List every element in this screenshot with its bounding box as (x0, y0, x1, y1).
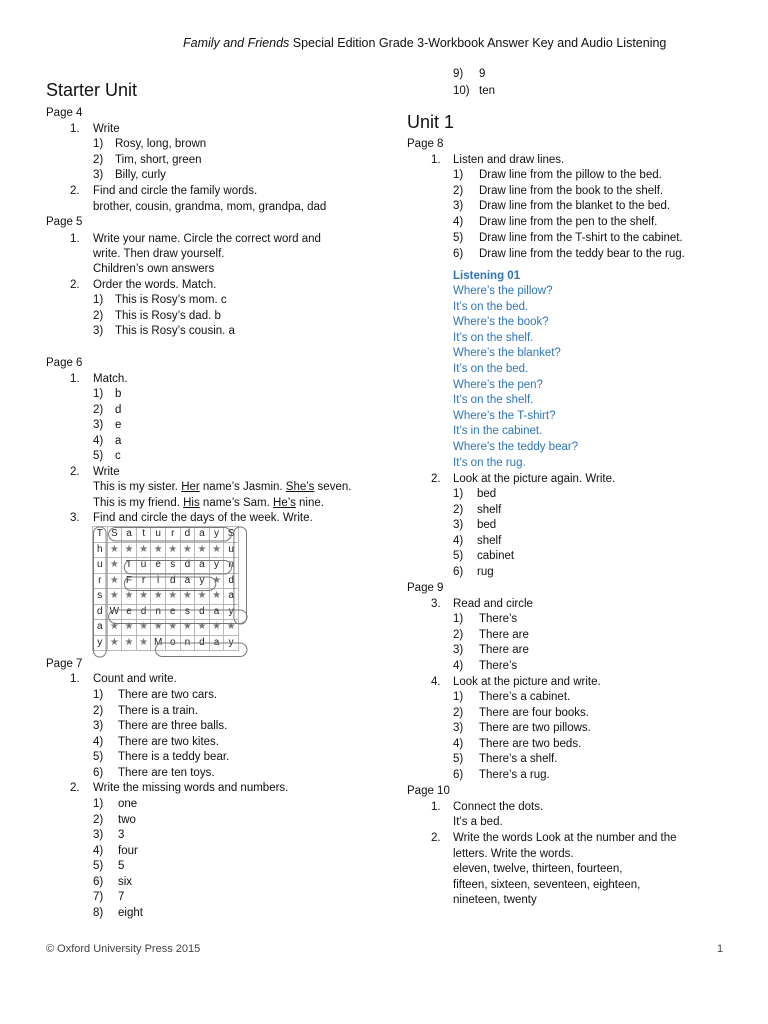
grid-letter: e (122, 604, 137, 620)
listening-line: It’s on the rug. (453, 456, 526, 469)
item-answer: c (115, 450, 121, 462)
answer-line: fifteen, sixteen, seventeen, eighteen, (453, 878, 641, 891)
grid-letter: s (165, 558, 180, 574)
item-answer: There are two kites. (118, 735, 219, 748)
item-number: 3) (453, 519, 464, 531)
grid-row (93, 573, 239, 589)
star-icon: ★ (136, 589, 151, 605)
page-7-label: Page 7 (46, 658, 83, 670)
item-number: 10) (453, 84, 470, 97)
item-answer: Tim, short, green (115, 153, 202, 166)
text: This is my friend. (93, 497, 184, 509)
listening-line: Where’s the book? (453, 316, 549, 329)
grid-letter: T (93, 527, 108, 543)
text: This is my sister. (93, 481, 182, 493)
grid-letter: u (93, 558, 108, 574)
item-number: 6) (453, 565, 464, 578)
star-icon: ★ (107, 542, 122, 558)
star-icon: ★ (165, 620, 180, 636)
item-number: 1) (93, 388, 104, 400)
grid-row (93, 589, 239, 605)
item-answer: Draw line from the blanket to the bed. (479, 200, 671, 213)
grid-letter: n (151, 604, 166, 620)
item-answer: There are ten toys. (118, 766, 215, 779)
item-answer: There is a teddy bear. (118, 751, 230, 763)
text: name’s Sam. (199, 497, 274, 509)
item-answer: There are two beds. (479, 737, 582, 750)
grid-letter: a (209, 604, 224, 620)
grid-letter: a (195, 558, 210, 574)
item-answer: There’s a shelf. (479, 753, 558, 765)
document-header (183, 36, 666, 50)
question-text: Write the missing words and numbers. (93, 782, 289, 794)
grid-letter: d (180, 558, 195, 574)
grid-letter: u (224, 542, 239, 558)
star-icon: ★ (122, 635, 137, 651)
star-icon: ★ (122, 542, 137, 558)
answer-sentence (93, 496, 324, 510)
item-number: 2) (93, 813, 104, 826)
text: nine. (295, 497, 324, 509)
starter-unit-heading: Starter Unit (46, 80, 138, 100)
item-number: 1) (453, 169, 464, 181)
star-icon: ★ (180, 542, 195, 558)
item-answer: one (118, 798, 138, 810)
grid-letter: n (224, 558, 239, 574)
item-answer: d (115, 403, 122, 416)
grid-letter: d (136, 604, 151, 620)
item-number: 3) (93, 720, 104, 732)
grid-row (93, 604, 239, 620)
item-answer: bed (477, 488, 497, 500)
item-number: 2) (93, 309, 104, 322)
grid-letter: M (151, 635, 166, 651)
grid-letter: W (107, 604, 122, 620)
item-number: 3) (453, 722, 464, 734)
grid-letter: d (224, 573, 239, 589)
item-number: 3) (93, 829, 104, 841)
question-text: Find and circle the days of the week. Write. (93, 512, 313, 524)
item-number: 3) (453, 200, 464, 213)
grid-letter: y (195, 573, 210, 589)
star-icon: ★ (136, 542, 151, 558)
item-answer: Draw line from the T-shirt to the cabinet. (479, 231, 683, 244)
item-answer: There’s (479, 659, 518, 672)
question-text: Find and circle the family words. (93, 185, 258, 197)
item-number: 4) (453, 216, 464, 229)
star-icon: ★ (136, 620, 151, 636)
grid-letter: t (136, 527, 151, 543)
page-number: 1 (717, 943, 724, 955)
item-number: 3) (93, 419, 104, 431)
word-search-grid (92, 526, 239, 651)
star-icon: ★ (107, 620, 122, 636)
question-number: 1. (70, 233, 80, 245)
grid-letter: e (165, 604, 180, 620)
listening-line: It’s on the shelf. (453, 331, 534, 344)
item-answer: There is a train. (118, 704, 198, 717)
item-number: 2) (93, 403, 104, 416)
item-number: 6) (93, 766, 104, 779)
answer-sentence (93, 480, 351, 494)
grid-letter: d (195, 604, 210, 620)
question-text: Read and circle (453, 598, 533, 610)
item-number: 6) (453, 768, 464, 781)
grid-letter: o (165, 635, 180, 651)
star-icon: ★ (107, 589, 122, 605)
item-number: 4) (93, 434, 104, 447)
listening-line: It’s in the cabinet. (453, 425, 543, 438)
question-text: Look at the picture and write. (453, 676, 601, 688)
item-number: 1) (93, 294, 104, 306)
item-number: 2) (453, 503, 464, 516)
item-answer: There are (479, 644, 529, 656)
answer-text: brother, cousin, grandma, mom, grandpa, dad (93, 201, 327, 213)
item-number: 3) (453, 644, 464, 656)
star-icon: ★ (180, 589, 195, 605)
grid-row (93, 620, 239, 636)
grid-letter: i (151, 573, 166, 589)
item-number: 4) (453, 534, 464, 547)
listening-line: Where’s the pen? (453, 378, 543, 391)
item-number: 5) (453, 231, 464, 244)
item-number: 9) (453, 68, 464, 80)
underlined-word: His (183, 497, 200, 509)
question-number: 3. (70, 512, 80, 524)
item-answer: e (115, 419, 122, 431)
item-answer: ten (479, 84, 495, 97)
grid-letter: r (93, 573, 108, 589)
grid-letter: y (224, 635, 239, 651)
star-icon: ★ (136, 635, 151, 651)
text: name’s Jasmin. (199, 481, 286, 493)
item-number: 5) (93, 450, 104, 462)
grid-row (93, 542, 239, 558)
listening-line: Where’s the T-shirt? (453, 409, 556, 422)
item-answer: There are four books. (479, 706, 589, 719)
question-number: 1. (70, 373, 80, 385)
item-number: 7) (93, 891, 104, 903)
page-4-label: Page 4 (46, 107, 83, 119)
question-number: 3. (431, 598, 441, 610)
item-answer: b (115, 388, 122, 400)
grid-letter: a (93, 620, 108, 636)
page-9-label: Page 9 (407, 582, 444, 594)
item-answer: Draw line from the pillow to the bed. (479, 169, 662, 181)
star-icon: ★ (209, 573, 224, 589)
answer-text: It’s a bed. (453, 816, 503, 828)
item-answer: Draw line from the teddy bear to the rug. (479, 247, 685, 260)
answer-line: eleven, twelve, thirteen, fourteen, (453, 863, 623, 875)
item-answer: two (118, 813, 136, 826)
question-text: Write (93, 466, 120, 478)
item-answer: Draw line from the book to the shelf. (479, 184, 664, 197)
star-icon: ★ (180, 620, 195, 636)
star-icon: ★ (195, 620, 210, 636)
star-icon: ★ (209, 620, 224, 636)
star-icon: ★ (107, 635, 122, 651)
header-title-rest: Special Edition Grade 3-Workbook Answer Key and Audio Listening (289, 36, 667, 50)
grid-letter: d (165, 573, 180, 589)
item-answer: a (115, 434, 122, 447)
item-number: 4) (93, 735, 104, 748)
question-text: Look at the picture again. Write. (453, 473, 616, 485)
question-number: 2. (70, 279, 80, 291)
item-answer: There are three balls. (118, 720, 228, 732)
item-number: 6) (93, 875, 104, 888)
item-answer: Billy, curly (115, 169, 166, 181)
item-number: 5) (93, 751, 104, 763)
item-answer: four (118, 844, 138, 857)
star-icon: ★ (165, 542, 180, 558)
question-number: 2. (431, 832, 441, 844)
grid-letter: n (180, 635, 195, 651)
star-icon: ★ (151, 542, 166, 558)
item-number: 1) (93, 138, 104, 150)
answer-line: Write the words Look at the number and the (453, 832, 677, 844)
item-answer: 5 (118, 860, 125, 872)
item-number: 4) (453, 659, 464, 672)
item-number: 1) (93, 798, 104, 810)
item-answer: There are two pillows. (479, 722, 591, 734)
question-text: write. Then draw yourself. (93, 248, 225, 260)
answer-line: letters. Write the words. (453, 847, 574, 860)
question-number: 2. (70, 466, 80, 478)
grid-letter: a (195, 527, 210, 543)
grid-letter: y (224, 604, 239, 620)
underlined-word: She’s (285, 481, 315, 493)
grid-letter: y (93, 635, 108, 651)
listening-title: Listening 01 (453, 270, 521, 282)
item-answer: rug (477, 565, 494, 578)
question-number: 1. (70, 673, 80, 685)
item-number: 2) (93, 153, 104, 166)
page-6-label: Page 6 (46, 357, 83, 369)
grid-row (93, 558, 239, 574)
star-icon: ★ (195, 542, 210, 558)
page-10-label: Page 10 (407, 785, 450, 797)
item-number: 5) (453, 550, 464, 562)
item-number: 4) (453, 737, 464, 750)
item-answer: Draw line from the pen to the shelf. (479, 216, 658, 229)
item-answer: 9 (479, 68, 486, 80)
star-icon: ★ (165, 589, 180, 605)
question-text: Listen and draw lines. (453, 154, 565, 166)
item-number: 4) (93, 844, 104, 857)
grid-letter: u (151, 527, 166, 543)
underlined-word: He’s (273, 497, 296, 509)
item-answer: cabinet (477, 550, 515, 562)
grid-letter: h (93, 542, 108, 558)
unit-1-heading: Unit 1 (407, 112, 455, 132)
item-number: 2) (453, 706, 464, 719)
item-answer: shelf (477, 503, 502, 516)
grid-letter: y (209, 527, 224, 543)
listening-line: It’s on the shelf. (453, 394, 534, 407)
underlined-word: Her (181, 481, 200, 493)
page-5-label: Page 5 (46, 216, 83, 228)
item-number: 6) (453, 247, 464, 260)
star-icon: ★ (151, 589, 166, 605)
grid-letter: S (107, 527, 122, 543)
grid-row (93, 635, 239, 651)
listening-line: Where’s the pillow? (453, 285, 553, 297)
question-text: Connect the dots. (453, 801, 544, 813)
item-answer: bed (477, 519, 497, 531)
item-answer: There’s a cabinet. (479, 691, 571, 703)
question-number: 1. (431, 154, 441, 166)
star-icon: ★ (122, 620, 137, 636)
question-number: 2. (70, 185, 80, 197)
question-number: 1. (431, 801, 441, 813)
item-number: 5) (453, 753, 464, 765)
listening-line: Where’s the blanket? (453, 347, 561, 360)
question-text: Write your name. Circle the correct word and (93, 233, 321, 245)
question-number: 2. (70, 782, 80, 794)
page-8-label: Page 8 (407, 138, 444, 150)
question-number: 1. (70, 123, 80, 135)
item-answer: eight (118, 906, 143, 919)
item-answer: 3 (118, 829, 125, 841)
listening-line: It’s on the bed. (453, 300, 529, 313)
item-number: 3) (93, 169, 104, 181)
grid-letter: r (136, 573, 151, 589)
item-answer: There are (479, 628, 529, 641)
item-answer: 7 (118, 891, 125, 903)
star-icon: ★ (107, 558, 122, 574)
header-series-title: Family and Friends (183, 36, 290, 50)
item-answer: six (118, 875, 133, 888)
grid-letter: a (209, 635, 224, 651)
question-text: Order the words. Match. (93, 279, 217, 291)
grid-letter: d (195, 635, 210, 651)
answer-text: Children’s own answers (93, 263, 215, 275)
star-icon: ★ (209, 589, 224, 605)
grid-row (93, 527, 239, 543)
grid-letter: F (122, 573, 137, 589)
item-number: 2) (453, 184, 464, 197)
star-icon: ★ (209, 542, 224, 558)
answer-line: nineteen, twenty (453, 894, 537, 906)
item-number: 1) (453, 488, 464, 500)
grid-letter: s (93, 589, 108, 605)
item-answer: There’s (479, 613, 518, 625)
item-answer: Rosy, long, brown (115, 138, 207, 150)
grid-letter: e (151, 558, 166, 574)
grid-letter: a (224, 589, 239, 605)
listening-line: It’s on the bed. (453, 363, 529, 375)
item-answer: shelf (477, 534, 502, 547)
item-answer: There are two cars. (118, 689, 218, 701)
grid-letter: a (180, 573, 195, 589)
item-number: 1) (93, 689, 104, 701)
listening-line: Where’s the teddy bear? (453, 441, 579, 453)
question-text: Match. (93, 373, 128, 385)
question-text: Count and write. (93, 673, 177, 685)
item-number: 8) (93, 906, 104, 919)
item-number: 2) (93, 704, 104, 717)
grid-letter: T (122, 558, 137, 574)
question-number: 4. (431, 676, 441, 688)
star-icon: ★ (224, 620, 239, 636)
grid-letter: s (180, 604, 195, 620)
grid-letter: d (180, 527, 195, 543)
item-answer: This is Rosy’s cousin. a (115, 325, 235, 337)
star-icon: ★ (151, 620, 166, 636)
grid-letter: r (165, 527, 180, 543)
item-number: 2) (453, 628, 464, 641)
item-answer: This is Rosy’s mom. c (115, 294, 227, 306)
question-number: 2. (431, 473, 441, 485)
item-number: 1) (453, 691, 464, 703)
star-icon: ★ (122, 589, 137, 605)
item-number: 5) (93, 860, 104, 872)
grid-letter: y (209, 558, 224, 574)
text: seven. (314, 481, 352, 493)
item-answer: This is Rosy’s dad. b (115, 309, 221, 322)
item-answer: There’s a rug. (479, 768, 550, 781)
item-number: 1) (453, 613, 464, 625)
grid-letter: u (136, 558, 151, 574)
grid-letter: a (122, 527, 137, 543)
question-text: Write (93, 123, 120, 135)
star-icon: ★ (195, 589, 210, 605)
grid-letter: S (224, 527, 239, 543)
grid-letter: d (93, 604, 108, 620)
star-icon: ★ (107, 573, 122, 589)
item-number: 3) (93, 325, 104, 337)
copyright-footer: © Oxford University Press 2015 (46, 943, 201, 955)
